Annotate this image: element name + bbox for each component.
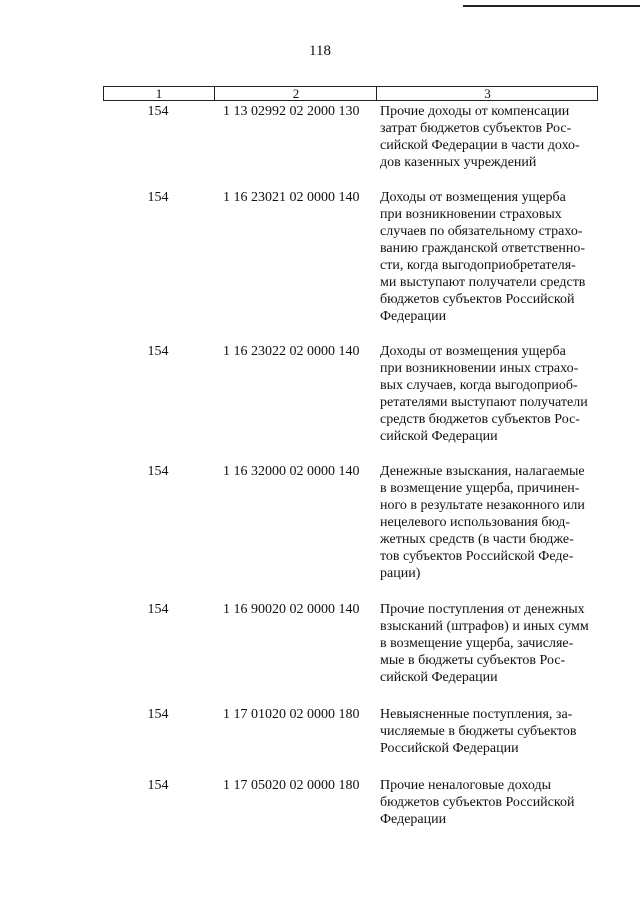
description-line: мые в бюджеты субъектов Рос- [380,653,566,668]
description-line: в возмещение ущерба, причинен- [380,481,580,496]
row-revenue-code: 1 17 01020 02 0000 180 [223,707,360,722]
description-line: Федерации [380,309,447,324]
header-col-2: 2 [214,87,377,100]
description-line: в возмещение ущерба, зачисляе- [380,636,574,651]
description-line: Доходы от возмещения ущерба [380,190,566,205]
row-description [380,706,598,757]
description-line: нецелевого использования бюд- [380,515,571,530]
description-line: рации) [380,566,421,581]
description-line: затрат бюджетов субъектов Рос- [380,121,572,136]
row-revenue-code: 1 16 90020 02 0000 140 [223,602,360,617]
description-line: ретателями выступают получатели [380,395,588,410]
description-line: жетных средств (в части бюдже- [380,532,574,547]
corner-rule [463,5,640,7]
row-revenue-code: 1 17 05020 02 0000 180 [223,778,360,793]
row-group-number: 154 [147,602,169,617]
description-line: тов субъектов Российской Феде- [380,549,574,564]
row-revenue-code: 1 16 23021 02 0000 140 [223,190,360,205]
description-line: Доходы от возмещения ущерба [380,344,566,359]
description-line: сти, когда выгодоприобретателя- [380,258,576,273]
description-line: бюджетов субъектов Российской [380,795,575,810]
description-line: при возникновении страховых [380,207,562,222]
row-revenue-code: 1 13 02992 02 2000 130 [223,104,360,119]
header-col-1: 1 [155,86,163,101]
description-line: вых случаев, когда выгодоприоб- [380,378,578,393]
description-line: ного в результате незаконного или [380,498,585,513]
description-line: средств бюджетов субъектов Рос- [380,412,580,427]
description-line: Российской Федерации [380,741,519,756]
row-group-number: 154 [147,778,169,793]
description-line: случаев по обязательному страхо- [380,224,583,239]
description-line: при возникновении иных страхо- [380,361,579,376]
description-line: числяемые в бюджеты субъектов [380,724,577,739]
row-description [380,601,598,686]
description-line: сийской Федерации в части дохо- [380,138,580,153]
row-group-number: 154 [147,464,169,479]
description-line: Федерации [380,812,447,827]
row-description [380,103,598,171]
row-revenue-code: 1 16 32000 02 0000 140 [223,464,360,479]
description-line: взысканий (штрафов) и иных сумм [380,619,589,634]
row-description [380,189,598,325]
row-group-number: 154 [147,344,169,359]
description-line: ми выступают получатели средств [380,275,586,290]
description-line: Прочие поступления от денежных [380,602,585,617]
description-line: сийской Федерации [380,429,498,444]
row-group-number: 154 [147,104,169,119]
row-description [380,463,598,582]
row-group-number: 154 [147,707,169,722]
row-revenue-code: 1 16 23022 02 0000 140 [223,344,360,359]
table-header [103,86,598,101]
description-line: Невыясненные поступления, за- [380,707,573,722]
row-description [380,343,598,445]
description-line: Денежные взыскания, налагаемые [380,464,585,479]
header-col-3: 3 [376,87,598,100]
row-group-number: 154 [147,190,169,205]
row-description [380,777,598,828]
description-line: бюджетов субъектов Российской [380,292,575,307]
page-number: 118 [309,43,331,59]
description-line: Прочие доходы от компенсации [380,104,570,119]
description-line: сийской Федерации [380,670,498,685]
description-line: дов казенных учреждений [380,155,537,170]
description-line: ванию гражданской ответственно- [380,241,586,256]
description-line: Прочие неналоговые доходы [380,778,552,793]
